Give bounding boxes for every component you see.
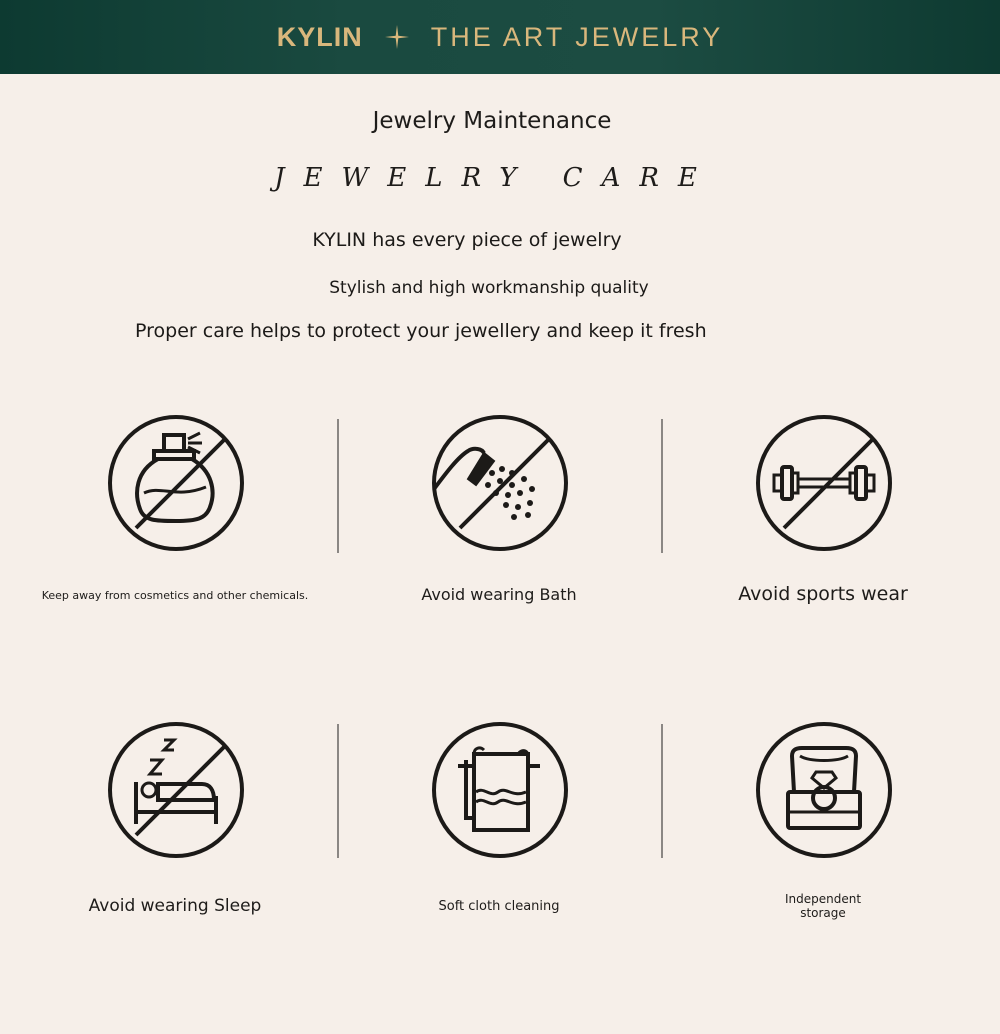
page-subtitle: JEWELRY CARE <box>274 163 716 193</box>
intro-line-1: KYLIN has every piece of jewelry <box>312 229 622 251</box>
sleeping-bed-icon <box>106 720 246 860</box>
tip-label: Avoid sports wear <box>738 583 908 605</box>
tip-label-line-1: Independent <box>784 892 862 906</box>
divider <box>337 724 339 858</box>
ring-box-icon <box>754 720 894 860</box>
shower-head-icon <box>430 413 570 553</box>
intro-line-3: Proper care helps to protect your jewellery and keep it fresh <box>135 320 707 342</box>
tip-label: Avoid wearing Bath <box>421 585 577 604</box>
tip-label-line-2: storage <box>800 906 846 920</box>
intro-line-2: Stylish and high workmanship quality <box>329 278 649 298</box>
tip-label: Avoid wearing Sleep <box>88 896 262 916</box>
brand-name: KYLIN <box>276 21 363 52</box>
dumbbell-icon <box>754 413 894 553</box>
divider <box>661 419 663 553</box>
perfume-bottle-icon <box>106 413 246 553</box>
brand-tagline: THE ART JEWELRY <box>430 21 724 52</box>
towel-cloth-icon <box>430 720 570 860</box>
sparkle-star-icon <box>385 25 409 49</box>
divider <box>337 419 339 553</box>
banner-content <box>277 22 724 53</box>
divider <box>661 724 663 858</box>
page-title: Jewelry Maintenance <box>372 108 612 134</box>
header-banner <box>0 0 1000 74</box>
tip-label: Soft cloth cleaning <box>438 899 560 914</box>
tip-label: Keep away from cosmetics and other chemicals. <box>41 589 309 602</box>
